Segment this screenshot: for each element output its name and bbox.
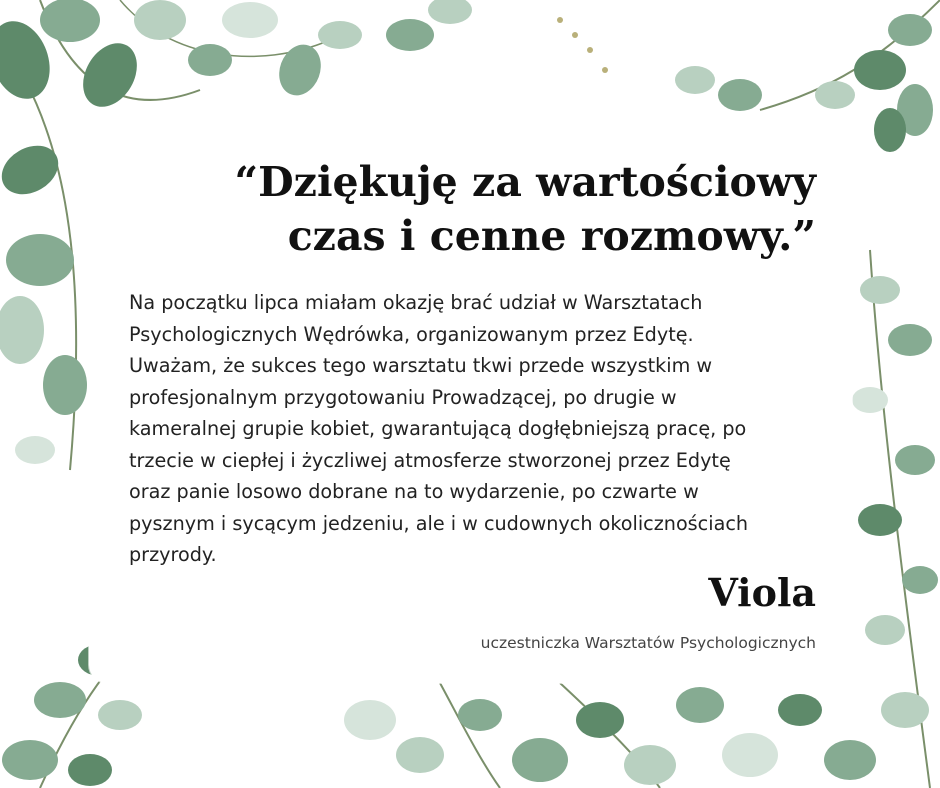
quote-line: “Dziękuję za wartościowy [234,158,816,206]
author-name: Viola [708,570,816,615]
body-line: Psychologicznych Wędrówka, organizowanym przez Edytę. [129,322,694,346]
body-line: oraz panie losowo dobrane na to wydarzenie, po czwarte w [129,480,699,503]
body-line: pysznym i sycącym jedzeniu, ale i w cudownych okolicznościach [129,511,749,535]
body-line: kameralnej grupie kobiet, gwarantującą dogłębniejszą pracę, po [129,417,747,440]
body-line: Na początku lipca miałam okazję brać udział w Warsztatach [129,291,703,314]
testimonial-card [89,115,852,683]
body-line: Uważam, że sukces tego warsztatu tkwi przede wszystkim w [129,354,713,377]
quote-line: czas i cenne rozmowy.” [287,212,816,260]
body-line: trzecie w ciepłej i życzliwej atmosferze stworzonej przez Edytę [129,448,731,472]
body-line: profesjonalnym przygotowaniu Prowadzącej, po drugie w [129,385,677,409]
testimonial-quote [176,155,816,263]
body-line: przyrody. [129,543,217,566]
foliage-bottom [344,683,929,788]
testimonial-body [129,287,819,571]
author-role: uczestniczka Warsztatów Psychologicznych [480,634,816,652]
